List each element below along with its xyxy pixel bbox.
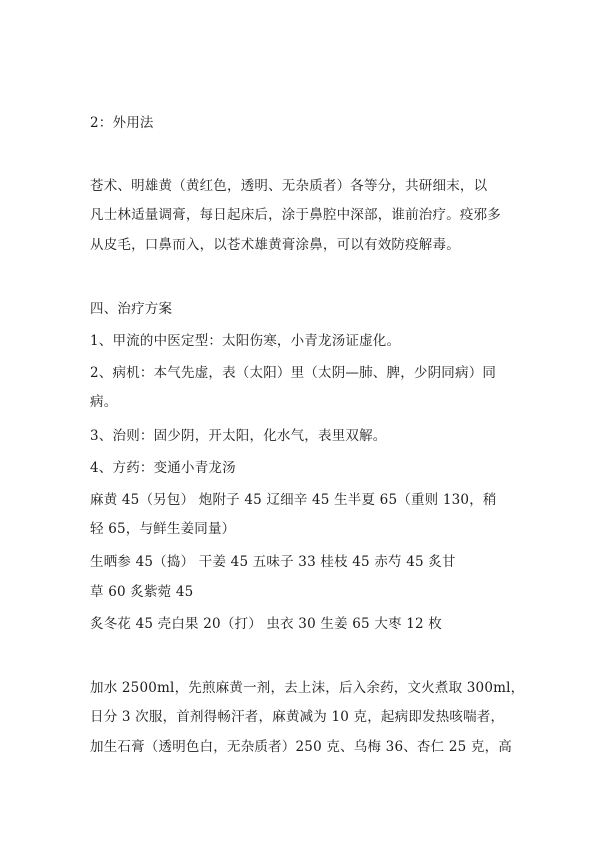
herb-list-line: 生晒参 45（捣） 干姜 45 五味子 33 桂枝 45 赤芍 45 炙甘	[90, 554, 456, 570]
paragraph-line: 苍术、明雄黄（黄红色，透明、无杂质者）各等分，共研细末，以	[90, 178, 488, 194]
paragraph-line: 从皮毛，口鼻而入，以苍术雄黄膏涂鼻，可以有效防疫解毒。	[90, 237, 460, 253]
paragraph-line: 加水 2500ml，先煎麻黄一剂，去上沫，后入余药，文火煮取 300ml，	[90, 680, 525, 696]
list-item-continuation: 病。	[90, 394, 118, 410]
herb-list-line: 麻黄 45（另包） 炮附子 45 辽细辛 45 生半夏 65（重则 130，稍	[90, 492, 497, 508]
list-item: 4、方药：变通小青龙汤	[90, 460, 236, 476]
list-item: 1、甲流的中医定型：太阳伤寒，小青龙汤证虚化。	[90, 333, 401, 349]
section-heading-external: 2：外用法	[90, 115, 154, 131]
herb-list-line: 轻 65，与鲜生姜同量）	[90, 521, 236, 537]
paragraph-line: 加生石膏（透明色白，无杂质者）250 克、乌梅 36、杏仁 25 克，高	[90, 739, 512, 755]
herb-list-line: 草 60 炙紫菀 45	[90, 584, 194, 600]
section-heading-treatment: 四、治疗方案	[90, 301, 173, 317]
herb-list-line: 炙冬花 45 壳白果 20（打） 虫衣 30 生姜 65 大枣 12 枚	[90, 616, 443, 632]
paragraph-line: 凡士林适量调膏，每日起床后，涂于鼻腔中深部，谁前治疗。疫邪多	[90, 207, 501, 223]
paragraph-line: 日分 3 次服，首剂得畅汗者，麻黄减为 10 克，起病即发热咳喘者，	[90, 709, 505, 725]
list-item: 3、治则：固少阴，开太阳，化水气，表里双解。	[90, 428, 387, 444]
list-item: 2、病机：本气先虚，表（太阳）里（太阴—肺、脾，少阴同病）同	[90, 365, 497, 381]
